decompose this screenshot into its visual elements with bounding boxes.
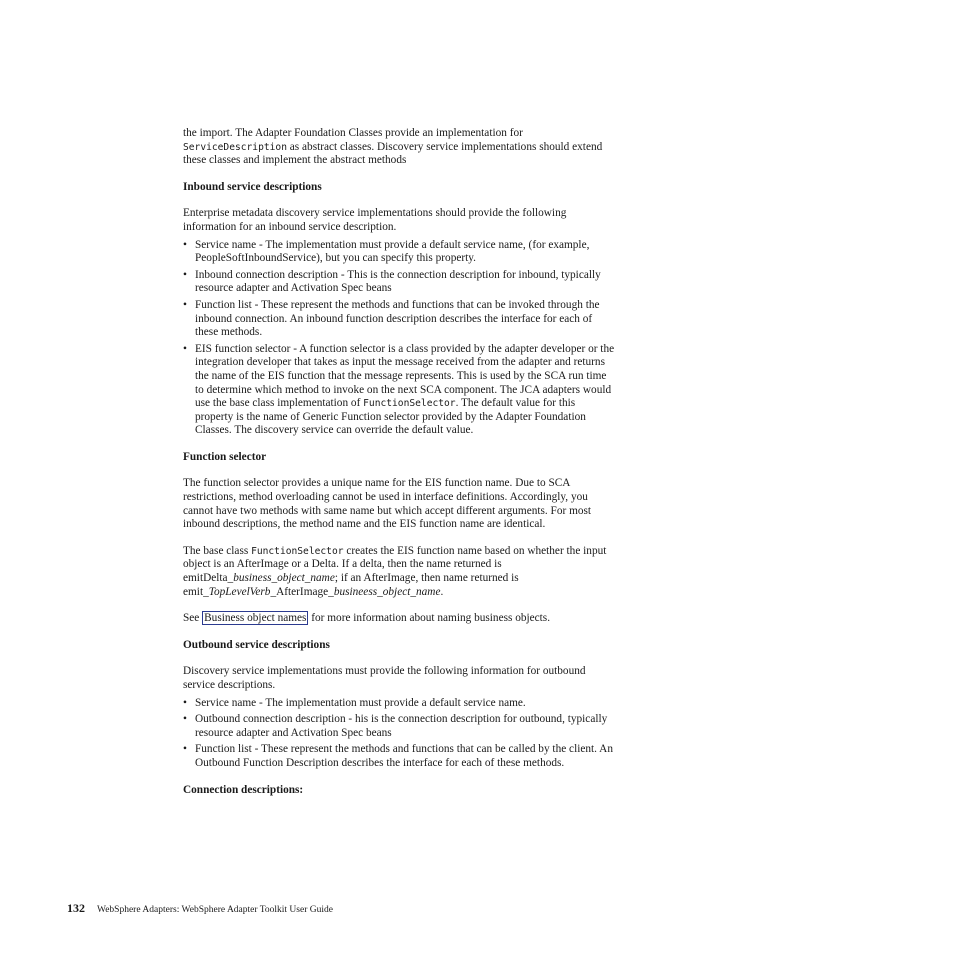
list-item: • Function list - These represent the methods and functions that can be called by the client. An Outbound Function Description describes the interface for each of these methods. bbox=[183, 743, 615, 770]
function-selector-paragraph-2 bbox=[183, 545, 615, 599]
text: See bbox=[183, 612, 200, 625]
page-body bbox=[183, 127, 615, 810]
text: creates the EIS function name based on whether the input object is an AfterImage or a Delta. If a delta, then the name returned is emitDelta_ bbox=[183, 544, 607, 585]
outbound-list bbox=[183, 697, 615, 771]
text: for more information about naming business objects. bbox=[311, 612, 551, 625]
list-item bbox=[183, 343, 615, 438]
italic-text: business_object_name bbox=[233, 572, 335, 585]
inbound-intro: Enterprise metadata discovery service implementations should provide the following information for an inbound service description. bbox=[183, 207, 567, 233]
page-number: 132 bbox=[67, 901, 85, 915]
code-function-selector: FunctionSelector bbox=[363, 398, 456, 410]
list-item: • Service name - The implementation must provide a default service name. bbox=[183, 697, 615, 711]
text: the import. The Adapter Foundation Classes provide an implementation for bbox=[183, 127, 523, 139]
list-item: • Outbound connection description - his is the connection description for outbound, typically resource adapter and Activation Spec beans bbox=[183, 713, 615, 740]
list-item: • Function list - These represent the methods and functions that can be invoked through the inbound connection. An inbound function description describes the interface for each of these methods. bbox=[183, 299, 615, 340]
page-footer bbox=[67, 901, 333, 916]
text: ; if an AfterImage, then name returned is emit_ bbox=[183, 572, 519, 598]
text: _AfterImage_ bbox=[270, 585, 334, 598]
connection-heading: Connection descriptions: bbox=[183, 783, 304, 796]
italic-text: TopLevelVerb bbox=[208, 585, 271, 598]
text: as abstract classes. Discovery service implementations should extend these classes and implement the abstract methods bbox=[183, 140, 603, 167]
text: The base class bbox=[183, 544, 249, 557]
see-paragraph bbox=[183, 612, 615, 626]
outbound-intro: Discovery service implementations must provide the following information for outbound service descriptions. bbox=[183, 665, 586, 691]
italic-text: busineess_object_name bbox=[333, 585, 441, 598]
function-selector-paragraph: The function selector provides a unique name for the EIS function name. Due to SCA restrictions, method overloading cannot be used in interface definitions. Accordingly, you cannot have two methods with same name but which accept different arguments. For most inbound descriptions, the method name and the EIS function name are identical. bbox=[183, 477, 592, 531]
function-selector-heading: Function selector bbox=[183, 450, 267, 463]
footer-title: WebSphere Adapters: WebSphere Adapter Toolkit User Guide bbox=[97, 905, 333, 915]
list-item: • Inbound connection description - This is the connection description for inbound, typically resource adapter and Activation Spec beans bbox=[183, 269, 615, 296]
text: EIS function selector - A function selector is a class provided by the adapter developer or the integration developer that takes as input the message received from the adapter and returns the name of the EIS function that the message represents. This is used by the SCA run time to determine which method to invoke on the next SCA component. The JCA adapters would use the base class implementation of bbox=[195, 342, 615, 410]
text: . bbox=[440, 585, 444, 598]
code-function-selector: FunctionSelector bbox=[251, 545, 344, 557]
outbound-heading: Outbound service descriptions bbox=[183, 638, 330, 651]
business-object-names-link[interactable]: Business object names bbox=[204, 612, 307, 625]
intro-paragraph bbox=[183, 127, 615, 168]
inbound-list bbox=[183, 239, 615, 438]
inbound-heading: Inbound service descriptions bbox=[183, 180, 322, 193]
list-item: • Service name - The implementation must provide a default service name, (for example, PeopleSoftInboundService), but you can specify this property. bbox=[183, 239, 615, 266]
code-service-description: ServiceDescription bbox=[183, 141, 287, 153]
text: . The default value for this property is the name of Generic Function selector provided by the Adapter Foundation Classes. The discovery service can override the default value. bbox=[195, 397, 586, 437]
